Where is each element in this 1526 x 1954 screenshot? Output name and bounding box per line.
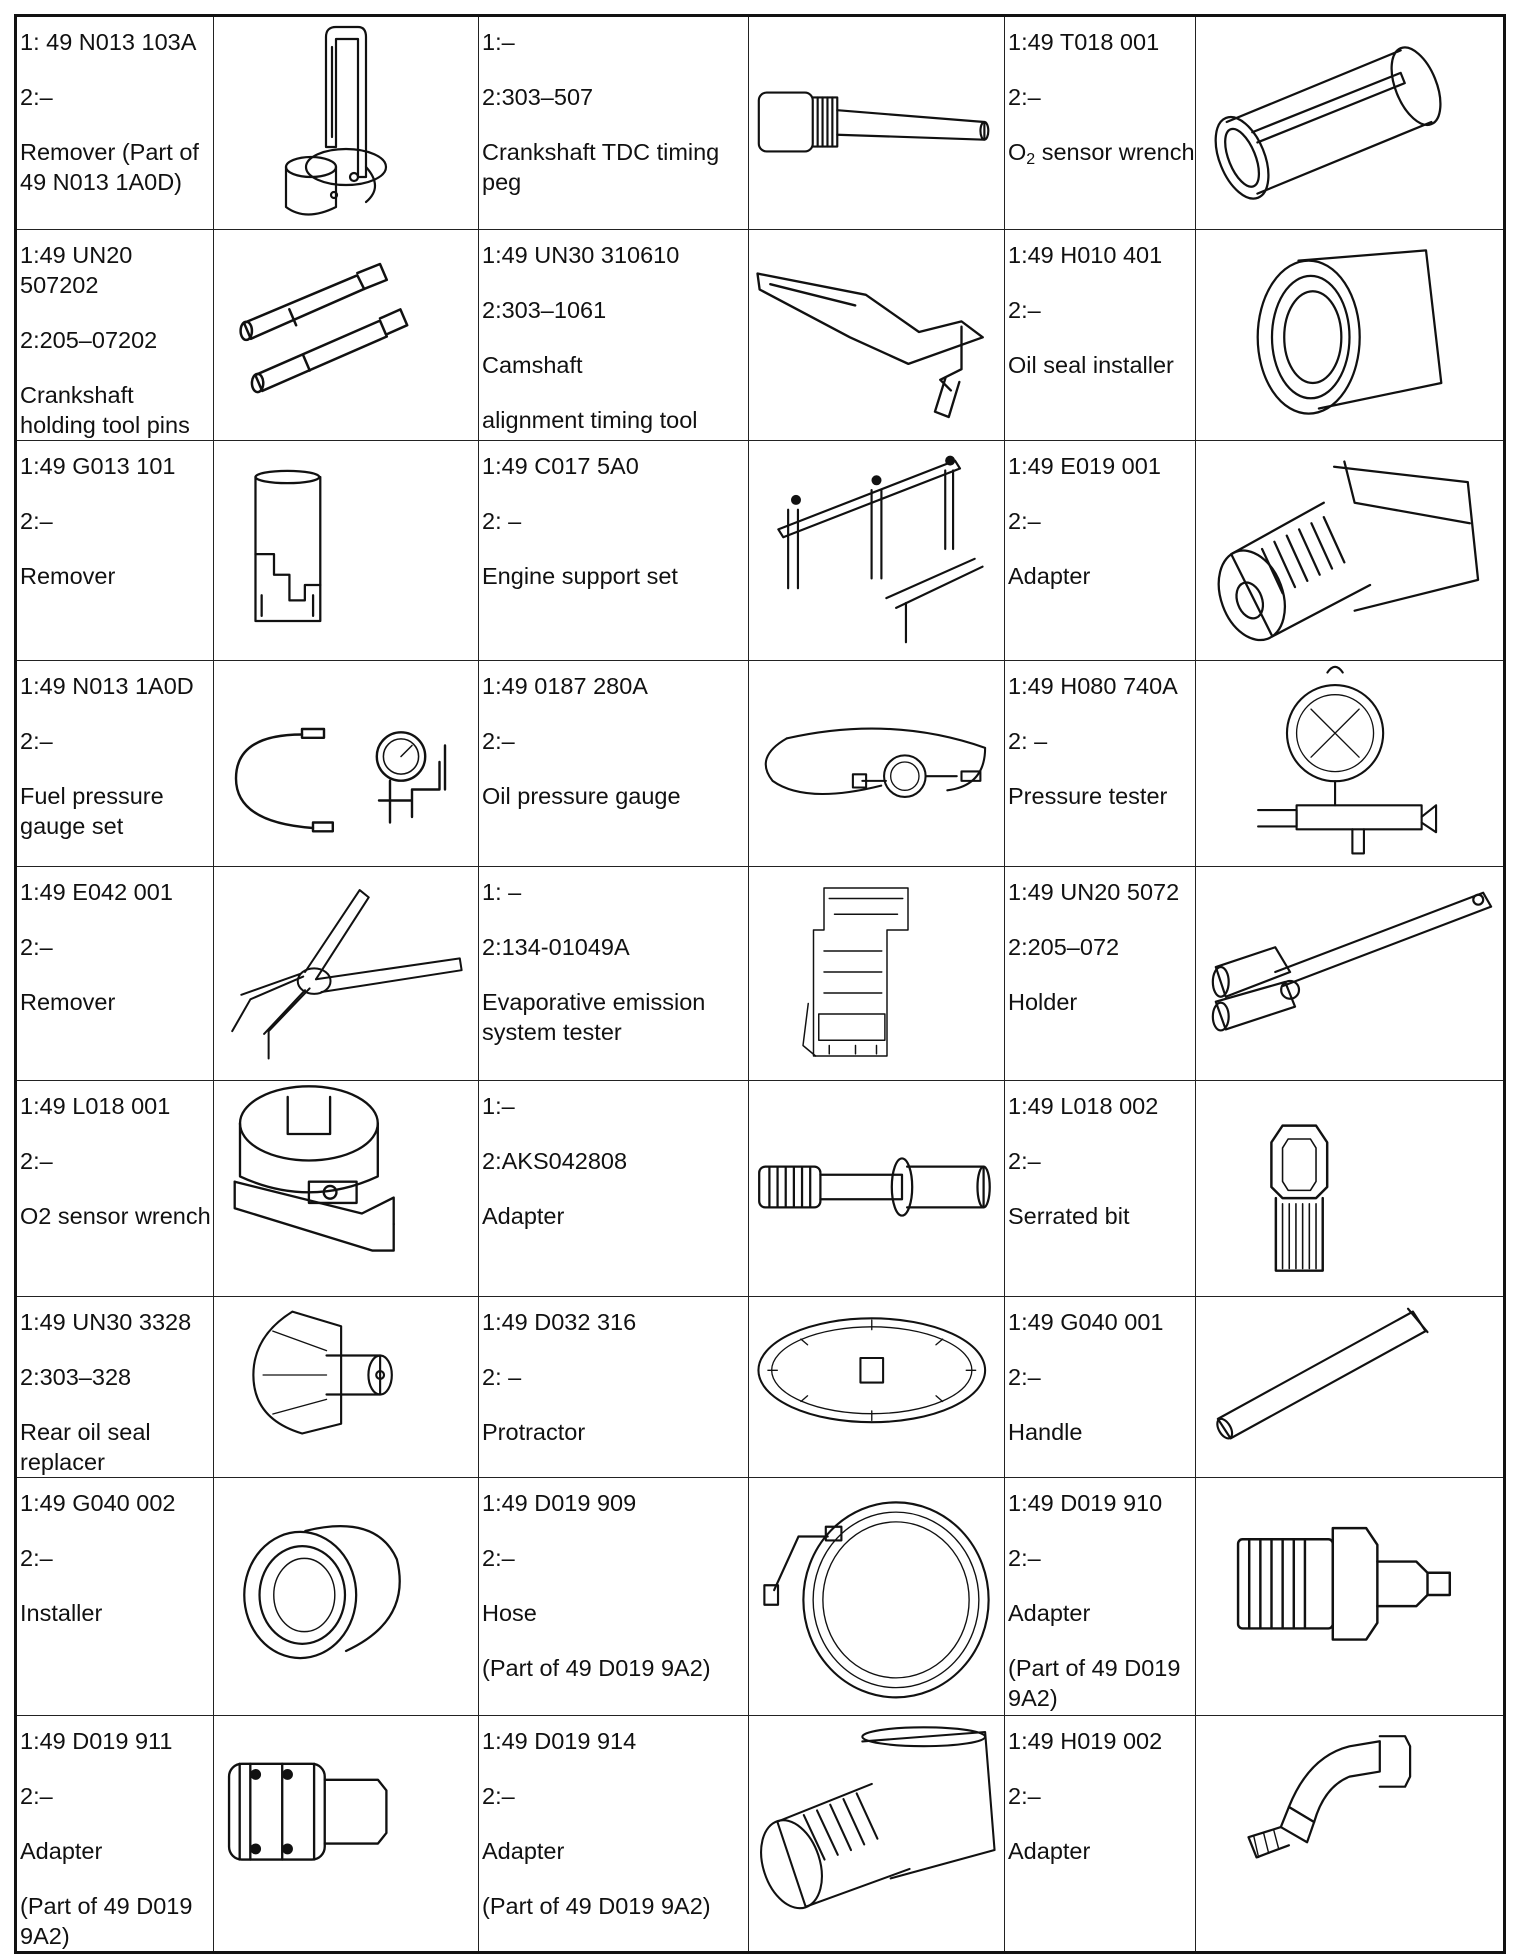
- tool-description-cell: [16, 1081, 214, 1297]
- alt-part-number: 2: –: [482, 508, 522, 534]
- tool-illustration-cell: [214, 1081, 479, 1297]
- tool-illustration-cell: [1196, 1297, 1505, 1478]
- tool-description-cell: [479, 1478, 749, 1716]
- tool-illustration-cell: [1196, 661, 1505, 867]
- tool-illustration-cell: [749, 1297, 1005, 1478]
- tool-description-cell: [1005, 661, 1196, 867]
- part-number: 1:49 H080 740A: [1008, 673, 1178, 699]
- tool-name: Adapter: [482, 1203, 565, 1229]
- tool-description-cell: [16, 1478, 214, 1716]
- timing-peg-icon: [749, 17, 1004, 227]
- remover-tube-icon: [214, 441, 478, 657]
- coiled-hose-icon: [749, 1478, 1004, 1712]
- tool-name: alignment timing tool: [482, 407, 698, 433]
- alt-part-number: 2:–: [20, 934, 53, 960]
- tool-description-cell: [479, 230, 749, 441]
- remover-clamp-icon: [214, 17, 478, 227]
- part-number: 1:49 L018 002: [1008, 1093, 1159, 1119]
- tool-name: Oil pressure gauge: [482, 783, 681, 809]
- part-number: 1:49 H019 002: [1008, 1728, 1163, 1754]
- alt-part-number: 2:205–07202: [20, 327, 158, 353]
- tool-description-cell: [479, 1297, 749, 1478]
- tool-illustration-cell: [214, 16, 479, 230]
- tool-illustration-cell: [749, 16, 1005, 230]
- alt-part-number: 2:–: [20, 1148, 53, 1174]
- engine-support-icon: [749, 441, 1004, 657]
- tool-name: (Part of 49 D019 9A2): [20, 1893, 193, 1949]
- part-number: 1:49 D032 316: [482, 1309, 637, 1335]
- alt-part-number: 2:–: [20, 84, 53, 110]
- tool-illustration-cell: [1196, 1716, 1505, 1953]
- alt-part-number: 2:205–072: [1008, 934, 1120, 960]
- elbow-fitting-icon: [1196, 1716, 1503, 1918]
- alt-part-number: 2:–: [1008, 508, 1041, 534]
- table-row: [16, 1081, 1505, 1297]
- alt-part-number: 2:303–1061: [482, 297, 607, 323]
- table-row: [16, 16, 1505, 230]
- part-number: 1:49 G040 002: [20, 1490, 176, 1516]
- tool-illustration-cell: [214, 441, 479, 661]
- table-row: [16, 1297, 1505, 1478]
- tool-description-cell: [479, 16, 749, 230]
- fuel-gauge-set-icon: [214, 661, 478, 863]
- alt-part-number: 2:–: [1008, 1148, 1041, 1174]
- tool-name: Remover: [20, 989, 116, 1015]
- tool-illustration-cell: [214, 1478, 479, 1716]
- tool-description-cell: [1005, 867, 1196, 1081]
- tool-illustration-cell: [214, 230, 479, 441]
- tool-name: Remover: [20, 563, 116, 589]
- tool-name: Hose: [482, 1600, 537, 1626]
- tool-name: Adapter: [1008, 1600, 1091, 1626]
- alt-part-number: 2:–: [20, 1545, 53, 1571]
- table-row: [16, 867, 1505, 1081]
- threaded-adapter-icon: [1196, 441, 1503, 657]
- slotted-sleeve-icon: [1196, 17, 1503, 227]
- pin-adapter-icon: [749, 1081, 1004, 1293]
- pressure-tester-icon: [1196, 661, 1503, 863]
- tool-description-cell: [16, 441, 214, 661]
- coupler-socket-icon: [214, 1716, 478, 1918]
- tool-description-cell: [1005, 1081, 1196, 1297]
- tool-description-cell: [479, 867, 749, 1081]
- tool-description-cell: [479, 661, 749, 867]
- tool-name: Pressure tester: [1008, 783, 1168, 809]
- alt-part-number: 2:–: [20, 508, 53, 534]
- tool-name: (Part of 49 D019 9A2): [482, 1893, 711, 1919]
- alt-part-number: 2: –: [482, 1364, 522, 1390]
- part-number: 1: 49 N013 103A: [20, 29, 197, 55]
- alt-part-number: 2:–: [20, 728, 53, 754]
- part-number: 1:49 UN20 5072: [1008, 879, 1180, 905]
- tool-illustration-cell: [1196, 230, 1505, 441]
- tool-description-cell: [16, 1297, 214, 1478]
- part-number: 1:–: [482, 1093, 515, 1119]
- tool-illustration-cell: [1196, 867, 1505, 1081]
- ring-installer-icon: [214, 1478, 478, 1712]
- tool-name: Adapter: [1008, 1838, 1091, 1864]
- tool-name: Fuel pressure gauge set: [20, 783, 164, 839]
- tool-description-cell: [16, 16, 214, 230]
- part-number: 1:49 E019 001: [1008, 453, 1161, 479]
- oil-gauge-icon: [749, 661, 1004, 863]
- crowfoot-wrench-icon: [214, 1081, 478, 1293]
- part-number: 1:49 UN30 310610: [482, 242, 680, 268]
- holder-bar-icon: [1196, 867, 1503, 1077]
- tool-name: Rear oil seal replacer: [20, 1419, 151, 1475]
- evap-tester-icon: [749, 867, 1004, 1077]
- tool-description-cell: [16, 230, 214, 441]
- part-number: 1:49 D019 914: [482, 1728, 637, 1754]
- alt-part-number: 2:–: [482, 1545, 515, 1571]
- tool-illustration-cell: [214, 661, 479, 867]
- part-number: 1:49 G040 001: [1008, 1309, 1164, 1335]
- part-number: 1:49 0187 280A: [482, 673, 648, 699]
- tool-name: $O_2$ sensor wrench: [1008, 139, 1195, 168]
- tool-illustration-cell: [1196, 441, 1505, 661]
- tool-description-cell: [479, 441, 749, 661]
- table-row: [16, 441, 1505, 661]
- tool-name: Engine support set: [482, 563, 678, 589]
- tool-description-cell: [1005, 1478, 1196, 1716]
- table-row: [16, 1716, 1505, 1953]
- alt-part-number: 2:–: [20, 1783, 53, 1809]
- special-tools-table: [14, 14, 1506, 1954]
- tool-name: O2 sensor wrench: [20, 1203, 211, 1229]
- tool-illustration-cell: [214, 867, 479, 1081]
- tool-illustration-cell: [214, 1297, 479, 1478]
- tool-description-cell: [479, 1716, 749, 1953]
- tool-description-cell: [16, 661, 214, 867]
- table-row: [16, 1478, 1505, 1716]
- part-number: 1:49 C017 5A0: [482, 453, 639, 479]
- table-row: [16, 230, 1505, 441]
- part-number: 1:49 H010 401: [1008, 242, 1163, 268]
- tool-description-cell: [1005, 16, 1196, 230]
- tool-name: Installer: [20, 1600, 103, 1626]
- serrated-bit-icon: [1196, 1081, 1503, 1293]
- alt-part-number: 2:–: [1008, 1545, 1041, 1571]
- part-number: 1:49 L018 001: [20, 1093, 171, 1119]
- tool-name: Crankshaft holding tool pins: [20, 382, 190, 438]
- alt-part-number: 2:–: [1008, 1783, 1041, 1809]
- tool-name: Remover (Part of 49 N013 1A0D): [20, 139, 199, 195]
- tool-illustration-cell: [749, 867, 1005, 1081]
- tool-illustration-cell: [749, 441, 1005, 661]
- tool-illustration-cell: [749, 661, 1005, 867]
- tool-description-cell: [16, 867, 214, 1081]
- part-number: 1:49 G013 101: [20, 453, 176, 479]
- alt-part-number: 2: –: [1008, 728, 1048, 754]
- tool-name: Protractor: [482, 1419, 586, 1445]
- tool-illustration-cell: [1196, 1081, 1505, 1297]
- seal-installer-icon: [1196, 230, 1503, 434]
- tool-illustration-cell: [749, 1478, 1005, 1716]
- alt-part-number: 2:–: [482, 728, 515, 754]
- handle-rod-icon: [1196, 1297, 1503, 1453]
- table-body: [16, 16, 1505, 1953]
- tool-name: (Part of 49 D019 9A2): [482, 1655, 711, 1681]
- part-number: 1:–: [482, 29, 515, 55]
- tool-description-cell: [1005, 1716, 1196, 1953]
- part-number: 1:49 D019 909: [482, 1490, 637, 1516]
- tool-description-cell: [1005, 441, 1196, 661]
- alt-part-number: 2:–: [1008, 297, 1041, 323]
- quick-coupler-icon: [1196, 1478, 1503, 1712]
- alt-part-number: 2:134-01049A: [482, 934, 630, 960]
- alt-part-number: 2:303–328: [20, 1364, 132, 1390]
- tool-illustration-cell: [749, 1716, 1005, 1953]
- tool-illustration-cell: [1196, 16, 1505, 230]
- part-number: 1:49 N013 1A0D: [20, 673, 194, 699]
- alt-part-number: 2:–: [482, 1783, 515, 1809]
- camshaft-plate-icon: [749, 230, 1004, 434]
- tool-description-cell: [1005, 1297, 1196, 1478]
- tool-name: Evaporative emission system tester: [482, 989, 706, 1045]
- part-number: 1:49 T018 001: [1008, 29, 1160, 55]
- part-number: 1:49 D019 910: [1008, 1490, 1163, 1516]
- part-number: 1:49 D019 911: [20, 1728, 173, 1754]
- pliers-icon: [214, 867, 478, 1077]
- tool-name: Camshaft: [482, 352, 583, 378]
- large-adapter-icon: [749, 1716, 1004, 1918]
- tool-illustration-cell: [214, 1716, 479, 1953]
- alt-part-number: 2:AKS042808: [482, 1148, 628, 1174]
- protractor-disc-icon: [749, 1297, 1004, 1453]
- tool-illustration-cell: [1196, 1478, 1505, 1716]
- tool-name: Serrated bit: [1008, 1203, 1130, 1229]
- table-row: [16, 661, 1505, 867]
- seal-replacer-icon: [214, 1297, 478, 1453]
- tool-illustration-cell: [749, 230, 1005, 441]
- tool-name: Adapter: [1008, 563, 1091, 589]
- tool-name: Handle: [1008, 1419, 1083, 1445]
- tool-name: Holder: [1008, 989, 1078, 1015]
- tool-description-cell: [479, 1081, 749, 1297]
- tool-name: Adapter: [482, 1838, 565, 1864]
- part-number: 1:49 E042 001: [20, 879, 173, 905]
- holding-pins-icon: [214, 230, 478, 434]
- tool-description-cell: [16, 1716, 214, 1953]
- alt-part-number: 2:–: [1008, 1364, 1041, 1390]
- tool-name: Oil seal installer: [1008, 352, 1174, 378]
- tool-illustration-cell: [749, 1081, 1005, 1297]
- tool-name: Adapter: [20, 1838, 103, 1864]
- alt-part-number: 2:–: [1008, 84, 1041, 110]
- part-number: 1:49 UN20 507202: [20, 242, 133, 298]
- part-number: 1:49 UN30 3328: [20, 1309, 192, 1335]
- alt-part-number: 2:303–507: [482, 84, 594, 110]
- tool-description-cell: [1005, 230, 1196, 441]
- part-number: 1: –: [482, 879, 522, 905]
- tool-name: (Part of 49 D019 9A2): [1008, 1655, 1181, 1711]
- tool-name: Crankshaft TDC timing peg: [482, 139, 720, 195]
